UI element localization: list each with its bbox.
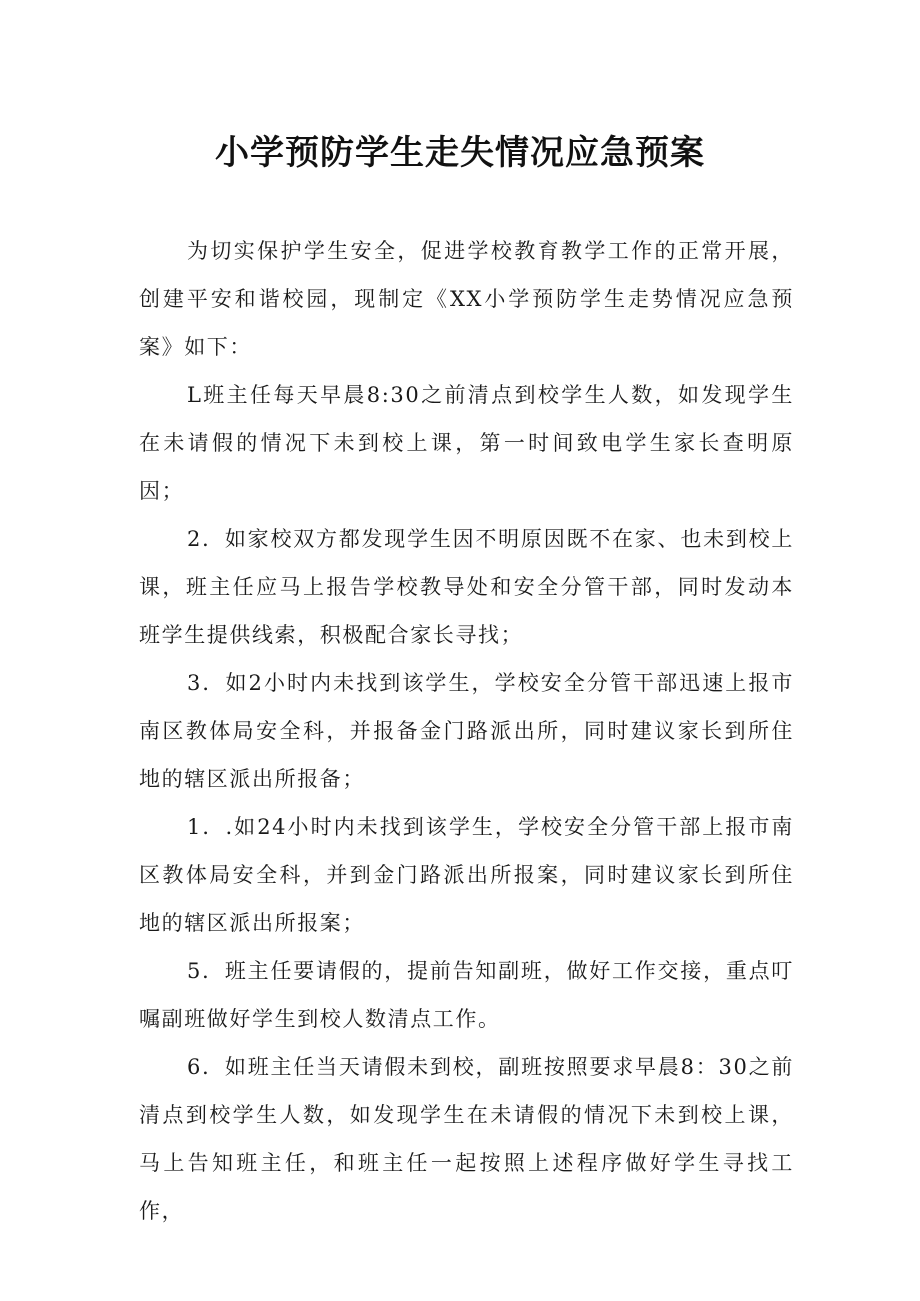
- paragraph-item-1: L班主任每天早晨8:30之前清点到校学生人数，如发现学生在未请假的情况下未到校上课，第一时间致电学生家长查明原因；: [139, 383, 794, 503]
- document-body: [139, 227, 794, 1235]
- document-title: 小学预防学生走失情况应急预案: [215, 133, 705, 173]
- paragraph-item-6: 6．如班主任当天请假未到校，副班按照要求早晨8：30之前清点到校学生人数，如发现学生在未请假的情况下未到校上课，马上告知班主任，和班主任一起按照上述程序做好学生寻找工作，: [139, 1055, 794, 1223]
- paragraph-item-2: 2．如家校双方都发现学生因不明原因既不在家、也未到校上课，班主任应马上报告学校教导处和安全分管干部，同时发动本班学生提供线索，积极配合家长寻找；: [139, 527, 794, 647]
- paragraph-item-3: 3．如2小时内未找到该学生，学校安全分管干部迅速上报市南区教体局安全科，并报备金门路派出所，同时建议家长到所住地的辖区派出所报备；: [139, 671, 794, 791]
- paragraph-item-4: 1．.如24小时内未找到该学生，学校安全分管干部上报市南区教体局安全科，并到金门路派出所报案，同时建议家长到所住地的辖区派出所报案；: [139, 815, 794, 935]
- paragraph-intro: 为切实保护学生安全，促进学校教育教学工作的正常开展，创建平安和谐校园，现制定《XX小学预防学生走势情况应急预案》如下：: [139, 239, 794, 359]
- paragraph-item-5: 5．班主任要请假的，提前告知副班，做好工作交接，重点叮嘱副班做好学生到校人数清点工作。: [139, 959, 794, 1031]
